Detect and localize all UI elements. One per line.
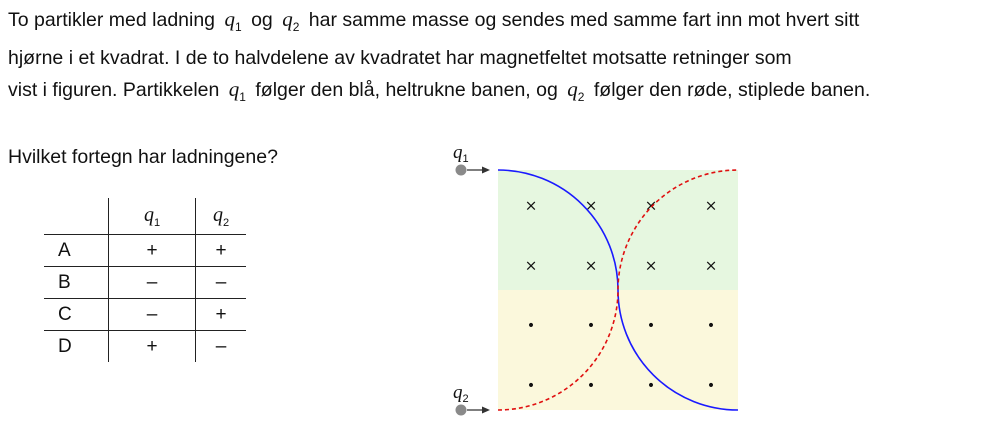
option-label: A (44, 235, 109, 267)
option-label: B (44, 267, 109, 299)
label-q1: $q_1$ (453, 142, 469, 165)
into-page-marker: × (584, 256, 598, 275)
option-q1-sign: – (109, 299, 196, 331)
text-segment: vist i figuren. Partikkelen (8, 79, 220, 102)
arrowhead-icon (482, 407, 490, 414)
into-page-marker: × (524, 196, 538, 215)
q2-symbol: $q_2$ (282, 7, 300, 35)
out-of-page-marker: • (646, 318, 656, 334)
q2-symbol: $q_2$ (567, 77, 585, 105)
option-label: C (44, 299, 109, 331)
option-q2-sign: + (196, 299, 247, 331)
particle-q1-dot (456, 165, 467, 176)
q1-symbol: $q_1$ (224, 7, 242, 35)
out-of-page-marker: • (706, 318, 716, 334)
option-q2-sign: – (196, 331, 247, 363)
into-page-marker: × (704, 196, 718, 215)
into-page-marker: × (704, 256, 718, 275)
out-of-page-marker: • (706, 378, 716, 394)
label-q2: $q_2$ (453, 382, 469, 405)
out-of-page-marker: • (586, 378, 596, 394)
into-page-marker: × (644, 196, 658, 215)
out-of-page-marker: • (646, 378, 656, 394)
out-of-page-marker: • (526, 318, 536, 334)
problem-line-2: hjørne i et kvadrat. I de to halvdelene av kvadratet har magnetfeltet motsatte retninger som (8, 47, 792, 70)
text-segment: følger den røde, stiplede banen. (593, 79, 871, 102)
out-of-page-marker: • (586, 318, 596, 334)
option-q1-sign: – (109, 267, 196, 299)
text-segment: og (251, 9, 273, 31)
text-segment: følger den blå, heltrukne banen, og (255, 79, 558, 102)
out-of-page-marker: • (526, 378, 536, 394)
option-q2-sign: – (196, 267, 247, 299)
into-page-marker: × (524, 256, 538, 275)
option-label: D (58, 335, 72, 357)
header-q1: $q_1$ (109, 198, 196, 235)
text-segment: To partikler med ladning (8, 9, 216, 31)
particle-q1 (453, 142, 490, 176)
option-q2-sign: + (196, 235, 247, 267)
option-q1-sign: + (109, 331, 196, 363)
particle-q2-dot (456, 405, 467, 416)
particle-q2 (453, 382, 490, 416)
q1-symbol: $q_1$ (228, 77, 246, 105)
arrowhead-icon (482, 167, 490, 174)
option-q1-sign: + (109, 235, 196, 267)
into-page-marker: × (584, 196, 598, 215)
text-segment: har samme masse og sendes med samme fart inn mot hvert sitt (308, 9, 860, 31)
question-text: Hvilket fortegn har ladningene? (8, 146, 278, 168)
into-page-marker: × (644, 256, 658, 275)
header-q2: $q_2$ (196, 198, 247, 235)
